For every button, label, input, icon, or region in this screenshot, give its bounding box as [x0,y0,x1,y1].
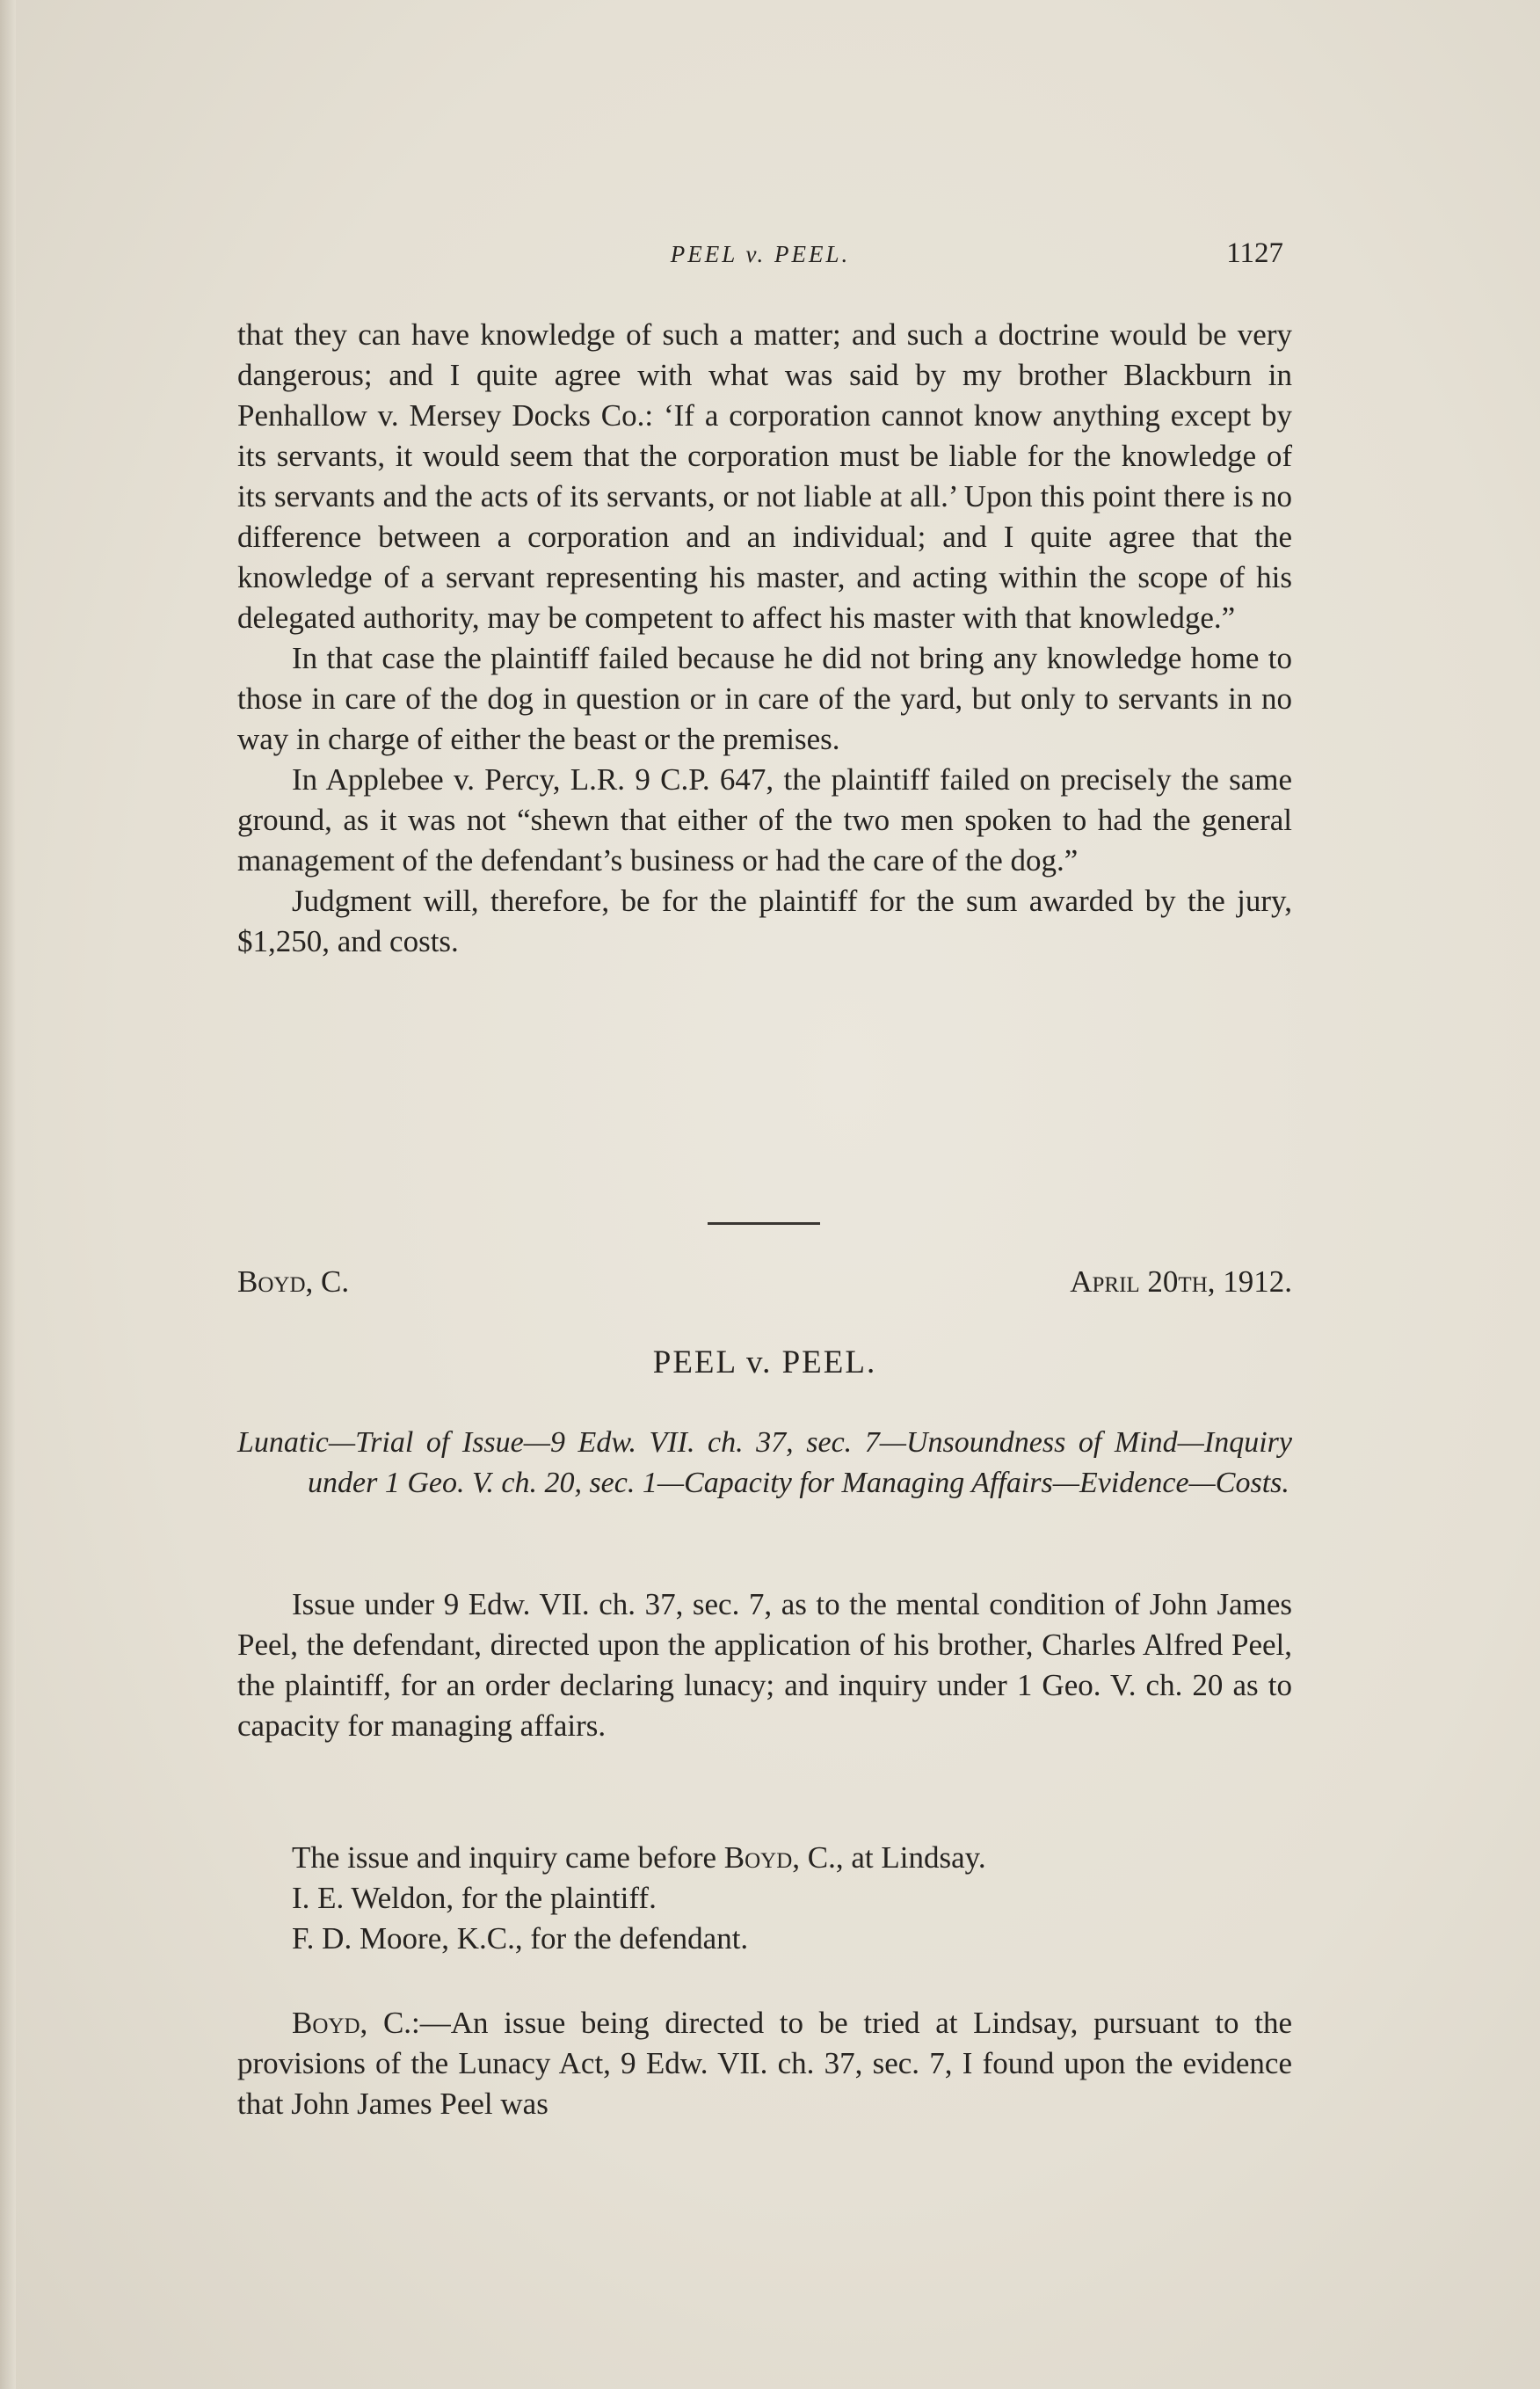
counsel-plaintiff: I. E. Weldon, for the plaintiff. [292,1881,657,1915]
paragraph: Judgment will, therefore, be for the plaintiff for the sum awarded by the jury, $1,250, and costs. [237,884,1292,958]
running-title: PEEL v. PEEL. [670,241,851,267]
page-edge-shadow [0,0,16,2389]
running-header [237,237,1283,276]
headnote-text: Lunatic—Trial of Issue—9 Edw. VII. ch. 37, sec. 7—Unsoundness of Mind—Inquiry under 1 Geo. V. ch. 20, sec. 1—Capacity for Managing Affairs—Evidence—Costs. [237,1426,1292,1499]
page-number: 1127 [1226,237,1283,269]
paragraph [237,2003,1292,2124]
headnote [237,1423,1292,1504]
paragraph: In that case the plaintiff failed because he did not bring any knowledge home to those in care of the dog in question or in care of the yard, but only to servants in no way in charge of either the beast or the premises. [237,641,1292,756]
case-title: PEEL v. PEEL. [652,1344,877,1380]
judgment-body: :—An issue being directed to be tried at Lindsay, pursuant to the provisions of the Lunacy Act, 9 Edw. VII. ch. 37, sec. 7, I found upon the evidence that John James Peel was [237,2006,1292,2121]
previous-case-conclusion [237,315,1292,962]
paragraph: that they can have knowledge of such a matter; and such a doctrine would be very dangerous; and I quite agree with what was said by my brother Blackburn in Penhallow v. Mersey Docks Co.: ‘If a corporation cannot know anything except by its servants, it would seem that the corporation must be liable for the knowledge of its servants and the acts of its servants, or not liable at all.’ Upon this point there is no difference between a corporation and an individual; and I quite agree that the knowledge of a servant representing his master, and acting within the scope of his delegated authority, may be competent to affect his master with that knowledge.” [237,317,1292,635]
issue-statement [237,1584,1292,1746]
case-judge-date-line [237,1264,1292,1305]
case-judge: Boyd, C. [237,1264,350,1299]
paragraph: Issue under 9 Edw. VII. ch. 37, sec. 7, as to the mental condition of John James Peel, the defendant, directed upon the application of his brother, Charles Alfred Peel, the plaintiff, for an order declaring lunacy; and inquiry under 1 Geo. V. ch. 20 as to capacity for managing affairs. [237,1587,1292,1743]
paragraph: In Applebee v. Percy, L.R. 9 C.P. 647, the plaintiff failed on precisely the same ground, as it was not “shewn that either of the two men spoken to had the general management of the defendant’s business or had the care of the dog.” [237,762,1292,878]
case-date: April 20th, 1912. [1070,1264,1292,1299]
counsel-block [237,1838,1292,1959]
counsel-defendant: F. D. Moore, K.C., for the defendant. [292,1921,749,1956]
hearing-line: The issue and inquiry came before Boyd, C., at Lindsay. [292,1840,986,1875]
judgment-judge: Boyd, C. [292,2006,412,2040]
section-divider [708,1222,820,1225]
judgment-text [237,2003,1292,2124]
hearing-judge: Boyd, C. [723,1840,836,1875]
